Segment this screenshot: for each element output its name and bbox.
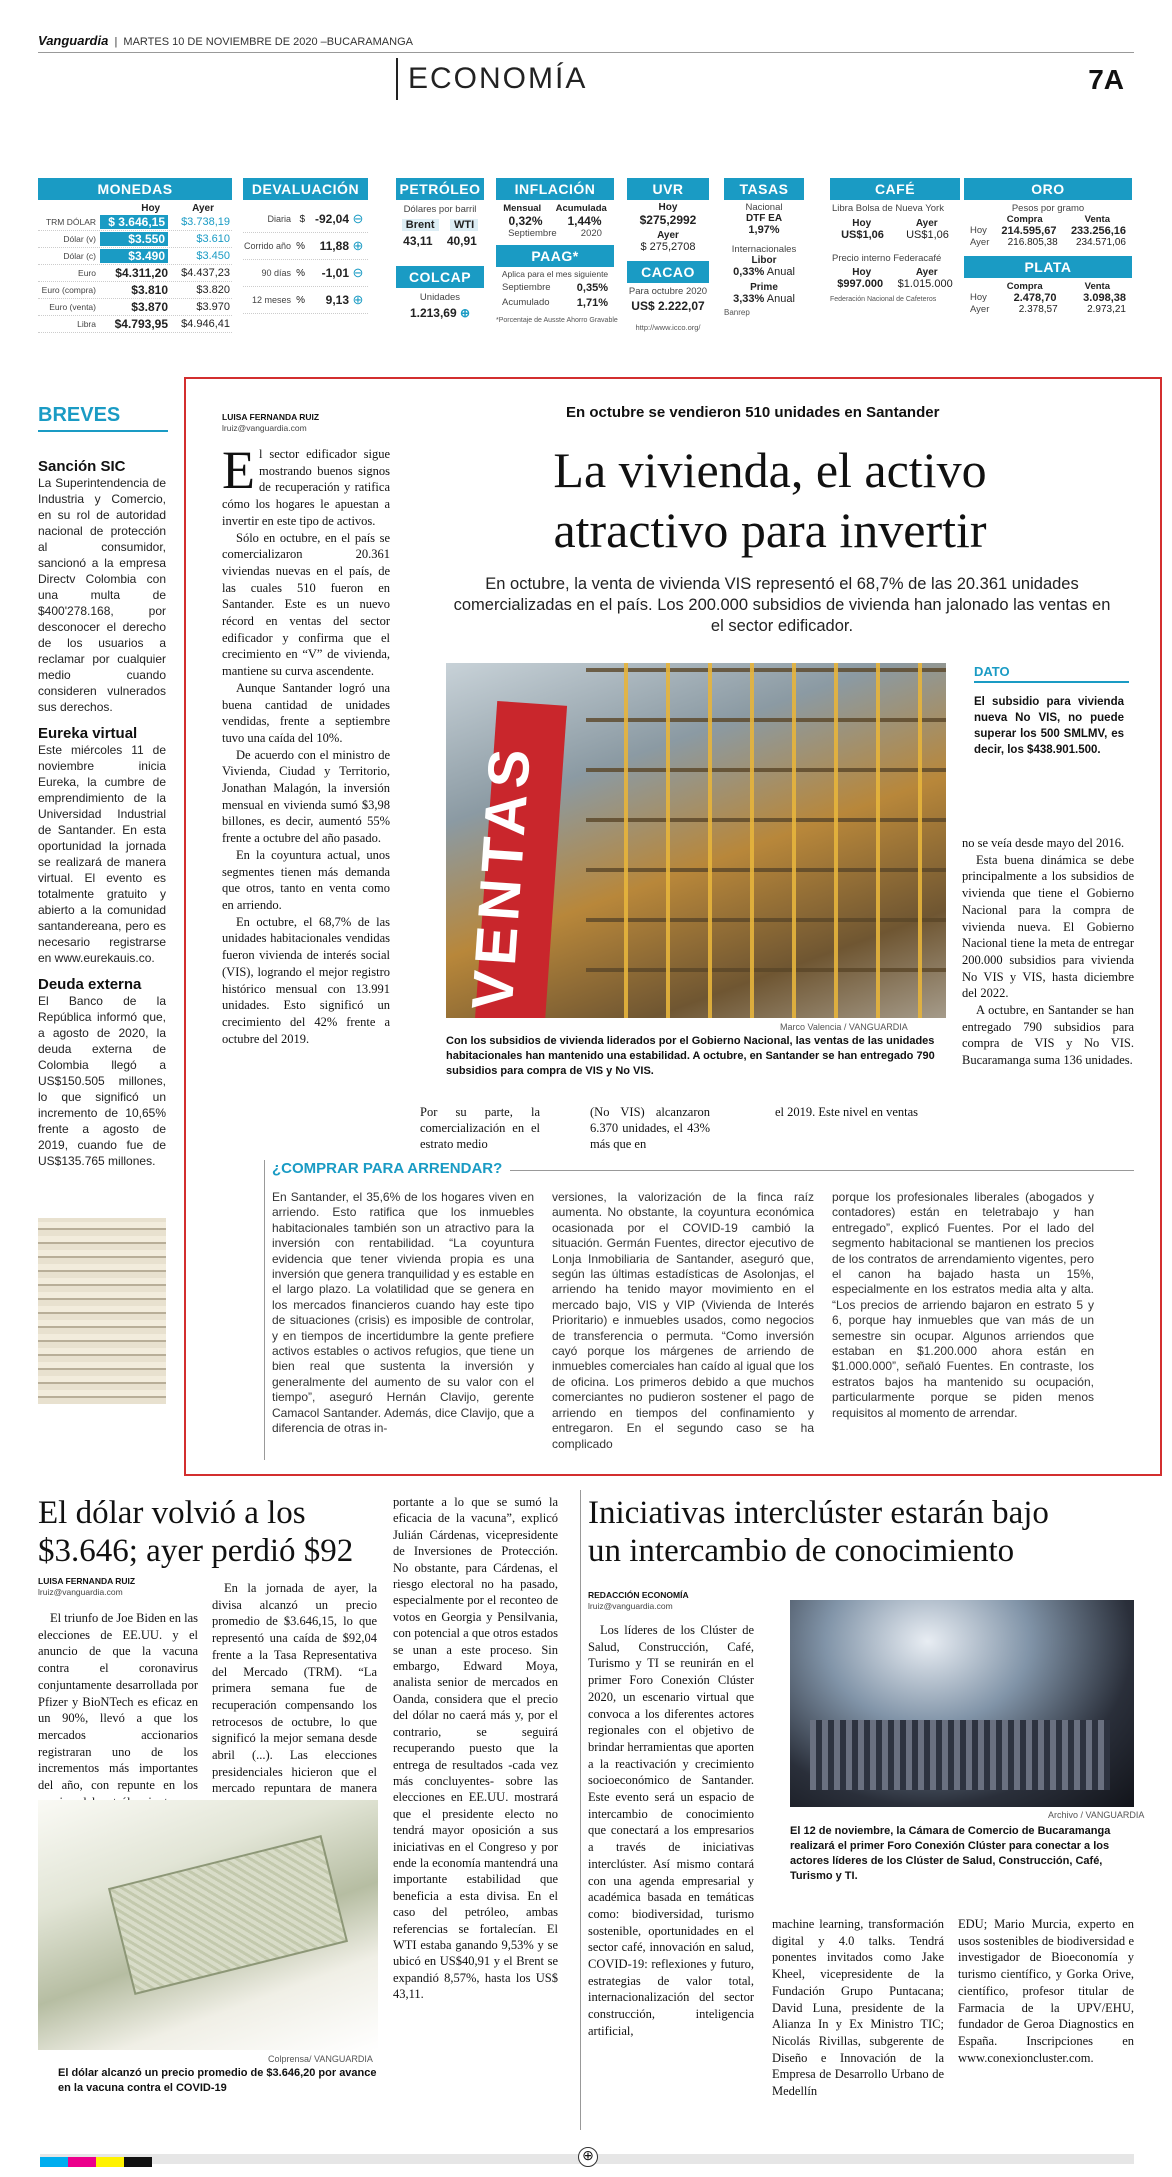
cluster-headline-2: un intercambio de conocimiento xyxy=(588,1533,1015,1569)
money-stack-image xyxy=(38,1218,166,1404)
dolar-headline xyxy=(38,1494,378,1570)
cafe-ayer-label: Ayer xyxy=(915,218,938,229)
paag-header: PAAG* xyxy=(496,245,614,267)
oro-hoy-venta: 233.256,16 xyxy=(1070,225,1126,237)
arrendar-title: ¿COMPRAR PARA ARRENDAR? xyxy=(272,1160,510,1177)
colcap-sub: Unidades xyxy=(419,292,461,303)
construction-photo xyxy=(446,663,946,1018)
dato-text: El subsidio para vivienda nueva No VIS, no puede superar los 500 SMLMV, es decir, los $438.901.500. xyxy=(974,696,1124,756)
colcap-value: 1.213,69 xyxy=(409,306,457,320)
cafe-ayer2: $1.015.000 xyxy=(897,278,953,290)
bill-shape xyxy=(108,1835,348,1995)
prime-label: Prime xyxy=(750,282,778,293)
cluster-credit: Archivo / VANGUARDIA xyxy=(1048,1810,1145,1820)
main-deck: En octubre, la venta de vivienda VIS representó el 68,7% de las 20.361 unidades comercializadas en el país. Los 200.000 subsidios de vivienda han jalonado las ventas en el sector edificador. xyxy=(453,575,1111,635)
paag-r1-label: Septiembre xyxy=(502,282,551,293)
breve-body: La Superintendencia de Industria y Comercio, en su rol de autoridad nacional de protección al consumidor, sancionó a la empresa Directv Colombia con una multa de $400'278.168, por desconocer el derecho de los usuarios a reclamar por cualquier medio cuando consideren vulnerados sus derechos. xyxy=(38,476,166,714)
under-col3: el 2019. Este nivel en ventas xyxy=(775,1105,919,1119)
cluster-col2: machine learning, transformación digital y 4.0 talks. Tendrá ponentes invitados como Jake Kheel, vicepresidente de la Fundación Grupo Puntacana; David Luna, presidente de la Alianza In y Ex Ministro TIC; Nicolás Rivillas, subgerente de Diseño e Innovación de la Empresa de Desarrollo Urbano de Medellín xyxy=(772,1917,944,2099)
inflacion-box xyxy=(496,178,618,324)
dev-value: 11,88 xyxy=(319,239,349,253)
divider xyxy=(264,1160,265,1460)
paragraph: no se veía desde mayo del 2016. xyxy=(962,836,1125,850)
moneda-label: Euro (compra) xyxy=(41,285,96,295)
breve-body: El Banco de la República informó que, a agosto de 2020, la deuda externa de Colombia llegó a US$150.505 millones, lo que significó un incremento de 10,65% frente a agosto de 2019, cuando fue de US$135.765 millones. xyxy=(38,994,166,1168)
plata-hoy-compra: 2.478,70 xyxy=(1013,292,1057,304)
yellow-swatch xyxy=(96,2157,124,2167)
dev-value: 9,13 xyxy=(325,293,349,307)
section-title: ECONOMÍA xyxy=(396,58,587,100)
registration-mark-icon: ⊕ xyxy=(578,2147,598,2167)
arrendar-col1: En Santander, el 35,6% de los hogares viven en arriendo. Esto ratifica que los inmuebles habitacionales también son un atractivo para la inversión con rentabilidad. “La coyuntura evidencia que tener vivienda propia es una inversión que genera tranquilidad y es estable en el largo plazo. La volatilidad que se genera en los mercados financieros cuando hay este tipo de situaciones (crisis) es imposible de controlar, y en tiempos de incertidumbre la gente prefiere activos estables o activos refugios, que tiene un bien real que sustenta la inversión y generalmente del aumento de su valor con el tiempo”, aseguró Hernán Clavijo, gerente Camacol Santander. Además, dice Clavijo, que a diferencia de otras in- xyxy=(272,1190,534,1436)
monedas-header: MONEDAS xyxy=(38,178,232,200)
moneda-hoy: $3.810 xyxy=(131,283,168,297)
moneda-hoy: $ 3.646,15 xyxy=(100,215,168,229)
acumulada-sub: 2020 xyxy=(580,228,602,239)
mensual-label: Mensual xyxy=(503,203,542,214)
plata-venta-label: Venta xyxy=(1084,281,1110,292)
oro-venta-label: Venta xyxy=(1084,214,1110,225)
main-byline: LUISA FERNANDA RUIZ xyxy=(222,412,320,422)
breve-head: Deuda externa xyxy=(38,976,142,993)
dev-label: 12 meses xyxy=(251,295,291,305)
prime-value: 3,33% xyxy=(733,293,765,305)
headline-line2: atractivo para invertir xyxy=(553,502,987,558)
uvr-ayer: $ 275,2708 xyxy=(640,241,696,253)
arrendar-col2: versiones, la valorización de la finca raíz aumenta. No obstante, la coyuntura económica ocasionada por el COVID-19 cambió la situación. Germán Fuentes, director ejecutivo de Lonja Inmobiliaria de Santander, aseguró que, según las últimas estadísticas de Asolonjas, el arriendo ha tenido mayor movimiento en el mercado bajo, VIS y VIP (Vivienda de Interés Prioritario) e inmuebles usados, como negocios de transferencia o permuta. “Como inversión cayó porque los márgenes de arriendo de inmuebles comerciales han caído al igual que los de oficina. Los primeros debido a que muchos comerciantes no pudieron sostener el pago de arriendo en tiempos del confinamiento y entregaron. En el segundo caso se ha complicado xyxy=(552,1190,814,1451)
acumulada-label: Acumulada xyxy=(555,203,607,214)
col-hoy: Hoy xyxy=(141,203,161,214)
libor-unit: Anual xyxy=(766,266,795,278)
cluster-email: lruiz@vanguardia.com xyxy=(588,1601,673,1611)
dolar-col1: El triunfo de Joe Biden en las elecciones de EE.UU. y el anuncio de que la vacuna contra el coronavirus conjuntamente desarrollada por Pfizer y BioNTech es eficaz en un 90%, llevó a que los mercados accionarios registraran uno de los incrementos más importantes del año, con repunte en los xyxy=(38,1611,198,1793)
photo-credit: Marco Valencia / VANGUARDIA xyxy=(780,1022,908,1032)
ventas-banner-text: VENTAS xyxy=(459,741,544,1012)
moneda-label: Euro xyxy=(78,268,96,278)
moneda-ayer: $3.738,19 xyxy=(181,216,230,228)
arrow-up-icon: ⊕ xyxy=(352,238,364,253)
arrow-up-icon: ⊕ xyxy=(352,292,364,307)
headline-line1: La vivienda, el activo xyxy=(553,442,987,498)
moneda-label: Dólar (c) xyxy=(63,251,96,261)
cluster-byline: REDACCIÓN ECONOMÍA xyxy=(588,1590,689,1600)
devaluacion-header: DEVALUACIÓN xyxy=(243,178,368,200)
breves-list xyxy=(38,458,166,1179)
devaluacion-box xyxy=(243,178,368,314)
cafe-hoy2-label: Hoy xyxy=(852,267,872,278)
libor-value: 0,33% xyxy=(733,266,765,278)
oro-ayer-venta: 234.571,06 xyxy=(1075,237,1126,248)
dtf-value: 1,97% xyxy=(748,224,780,236)
monedas-row xyxy=(38,282,232,299)
paag-r2-label: Acumulado xyxy=(502,297,550,308)
tasas-nacional: Nacional xyxy=(745,202,783,213)
oro-sub: Pesos por gramo xyxy=(1011,203,1085,214)
dev-value: -1,01 xyxy=(321,266,349,280)
monedas-box xyxy=(38,178,232,333)
uvr-hoy-label: Hoy xyxy=(658,202,678,213)
cacao-sub: Para octubre 2020 xyxy=(628,286,708,297)
uvr-ayer-label: Ayer xyxy=(657,230,679,241)
devaluacion-row xyxy=(243,233,368,260)
dev-unit: $ xyxy=(299,213,305,225)
breve-item xyxy=(38,458,166,715)
prime-unit: Anual xyxy=(766,293,795,305)
moneda-ayer: $4.437,23 xyxy=(181,267,230,279)
main-col1 xyxy=(222,440,390,1047)
dropcap: E xyxy=(222,440,255,500)
dev-label: Corrido año xyxy=(243,241,291,251)
uvr-box xyxy=(627,178,709,332)
uvr-hoy: $275,2992 xyxy=(639,213,697,227)
plata-hoy-label: Hoy xyxy=(970,292,987,303)
breve-body: Este miércoles 11 de noviembre inicia Eureka, la cumbre de emprendimiento de la Universidad Industrial de Santander. En esta oportunidad la jornada se realizará de manera virtual. El evento es totalmente gratuito y abierto a la comunidad santandereana, pero es necesario registrarse en www.eurekauis.co. xyxy=(38,743,166,965)
main-email: lruiz@vanguardia.com xyxy=(222,423,307,433)
main-kicker: En octubre se vendieron 510 unidades en Santander xyxy=(566,404,940,421)
arrow-up-icon: ⊕ xyxy=(460,306,471,320)
dolar-credit: Colprensa/ VANGUARDIA xyxy=(268,2054,373,2064)
tasas-box xyxy=(724,178,804,317)
paragraph: De acuerdo con el ministro de Vivienda, Ciudad y Territorio, Jonathan Malagón, la inversión mensual en vivienda sumó $3,98 billones, es decir, aumentó 55% frente a octubre del año pasado. xyxy=(222,747,390,846)
inflacion-header: INFLACIÓN xyxy=(496,178,614,200)
dev-unit: % xyxy=(296,240,305,252)
wti-label: WTI xyxy=(450,219,478,231)
paragraph: A octubre, en Santander se han entregado 790 subsidios para compra de VIS y No VIS. Bucaramanga suma 136 unidades. xyxy=(962,1003,1134,1068)
divider xyxy=(38,430,168,432)
paag-r2-value: 1,71% xyxy=(576,297,608,309)
moneda-hoy: $3.490 xyxy=(100,249,168,263)
moneda-label: Euro (venta) xyxy=(49,302,96,312)
cafe-header: CAFÉ xyxy=(830,178,960,200)
dollar-bills-image xyxy=(38,1800,378,2050)
moneda-hoy: $3.550 xyxy=(100,232,168,246)
dev-label: 90 días xyxy=(261,268,291,278)
dateline-bar: Vanguardia | MARTES 10 DE NOVIEMBRE DE 2020 –BUCARAMANGA xyxy=(38,33,413,48)
plata-hoy-venta: 3.098,38 xyxy=(1083,292,1126,304)
cacao-url: http://www.icco.org/ xyxy=(635,323,701,332)
dolar-col2: En la jornada de ayer, la divisa alcanzó un precio promedio de $3.646,15, lo que representó una caída de $92,04 frente a la Tasa Representativa del Mercado (TRM). “La primera semana fue de recuperación compensando los retrocesos de octubre, lo que significó la mejor semana desde abril (...). Las elecciones presidenciales hicieron que el mercado repuntara de manera xyxy=(212,1581,377,1796)
tasas-source: Banrep xyxy=(724,308,750,317)
monedas-row xyxy=(38,248,232,265)
cluster-caption: El 12 de noviembre, la Cámara de Comercio de Bucaramanga realizará el primer Foro Conexión Clúster para conectar a los actores líderes de los Clúster de Salud, Construcción, Café, Turismo y TI. xyxy=(790,1825,1111,1882)
dev-unit: % xyxy=(296,294,305,306)
paragraph: En octubre, el 68,7% de las unidades habitacionales vendidas fueron vivienda de interés social (VIS), logrando el mejor registro histórico mensual con 13.991 unidades. Esto significó un crecimiento del 42% frente a octubre del 2019. xyxy=(222,914,390,1046)
moneda-label: Dólar (v) xyxy=(63,234,96,244)
arrow-down-icon: ⊖ xyxy=(352,211,364,226)
divider xyxy=(38,52,1134,53)
cluster-headline-1: Iniciativas interclúster estarán bajo xyxy=(588,1495,1049,1531)
page-number: 7A xyxy=(1088,64,1124,95)
moneda-hoy: $4.793,95 xyxy=(114,317,168,331)
breve-head: Sanción SIC xyxy=(38,458,126,475)
moneda-hoy: $3.870 xyxy=(131,300,168,314)
moneda-ayer: $3.820 xyxy=(196,284,230,296)
breve-item xyxy=(38,725,166,966)
cluster-col1: Los líderes de los Clúster de Salud, Construcción, Café, Turismo y TI se reunirán en el primer Foro Conexión Clúster 2020, un escenario virtual que convoca a los diferentes actores regionales con el objetivo de brindar herramientas que aporten a la reactivación y crecimiento socioeconómico de Santander. Este evento será un espacio de intercambio de conocimiento que conectará a los empresarios a través de iniciativas interclúster. Así mismo contará con una agenda empresarial y académica basada en temáticas como: biodiversidad, turismo sostenible, oportunidades en el sector café, innovación en salud, COVID-19: reflexiones y futuro, estrategias de valor total, internacionalización del sector construcción, inteligencia artificial, xyxy=(588,1623,754,2038)
plata-header: PLATA xyxy=(964,256,1132,278)
tasas-header: TASAS xyxy=(724,178,804,200)
paragraph: l sector edificador sigue mostrando buenos signos de recuperación y ratifica cómo los hogares le apuestan a invertir en este tipo de activos. xyxy=(222,447,390,528)
cafe-hoy2: $997.000 xyxy=(837,278,884,290)
forum-photo xyxy=(790,1600,1134,1807)
dtf-label: DTF EA xyxy=(745,213,783,224)
wti-value: 40,91 xyxy=(446,234,477,248)
oro-ayer-label: Ayer xyxy=(970,237,990,248)
dato-title: DATO xyxy=(974,664,1129,683)
oro-hoy-compra: 214.595,67 xyxy=(1001,225,1057,237)
under-col2: (No VIS) alcanzaron 6.370 unidades, el 43% más que en xyxy=(590,1105,710,1151)
col-ayer: Ayer xyxy=(192,203,214,214)
arrow-down-icon: ⊖ xyxy=(352,265,364,280)
oro-ayer-compra: 216.805,38 xyxy=(1007,237,1058,248)
paragraph: Sólo en octubre, en el país se comercializaron 20.361 viviendas nuevas en el país, de las cuales 510 fueron en Santander. Este es un nuevo récord en ventas del sector edificador y confirma que el crecimiento en “V” de vivienda, mantiene su curva ascendente. xyxy=(222,530,390,679)
brand-logo: Vanguardia xyxy=(38,33,109,48)
petroleo-box xyxy=(396,178,484,320)
oro-box xyxy=(964,178,1132,315)
plata-ayer-label: Ayer xyxy=(970,304,990,315)
main-col4 xyxy=(962,835,1134,1069)
cluster-col3: EDU; Mario Murcia, experto en usos sostenibles de biodiversidad e investigador de Bioeconomía y turismo científico, y Gorka Orive, científico, profesor titular de Farmacia de la UPV/EHU, fundador de Geroa Diagnostics en España. Inscripciones en www.conexioncluster.com. xyxy=(958,1917,1134,2065)
devaluacion-row xyxy=(243,206,368,233)
moneda-label: TRM DÓLAR xyxy=(45,217,96,227)
cafe-ayer2-label: Ayer xyxy=(915,267,938,278)
black-swatch xyxy=(124,2157,152,2167)
devaluacion-row xyxy=(243,260,368,287)
moneda-hoy: $4.311,20 xyxy=(115,266,168,280)
dolar-email: lruiz@vanguardia.com xyxy=(38,1587,123,1597)
paag-note: *Porcentaje de Ausste Ahorro Gravable xyxy=(496,317,618,324)
mensual-sub: Septiembre xyxy=(508,228,557,239)
dev-value: -92,04 xyxy=(314,212,349,226)
dolar-caption: El dólar alcanzó un precio promedio de $3.646,20 por avance en la vacuna contra el COVID-19 xyxy=(58,2067,377,2094)
cafe-hoy-label: Hoy xyxy=(852,218,872,229)
paag-sub: Aplica para el mes siguiente xyxy=(501,269,609,279)
cacao-value: US$ 2.222,07 xyxy=(631,299,705,313)
devaluacion-row xyxy=(243,287,368,314)
audience xyxy=(810,1720,1110,1790)
brent-label: Brent xyxy=(402,219,439,231)
cafe-box xyxy=(830,178,960,303)
cafe-source: Federación Nacional de Cafeteros xyxy=(830,296,937,303)
cafe-ayer: US$1,06 xyxy=(906,229,949,241)
magenta-swatch xyxy=(68,2157,96,2167)
moneda-ayer: $3.970 xyxy=(196,301,230,313)
photo-caption: Con los subsidios de vivienda liderados por el Gobierno Nacional, las ventas de las unidades habitacionales han mantenido una estabilidad. A octubre, en Santander se han entregado 790 subsidios para compra de VIS y No VIS. xyxy=(446,1035,935,1077)
dateline: MARTES 10 DE NOVIEMBRE DE 2020 –BUCARAMANGA xyxy=(123,36,413,48)
under-col1: Por su parte, la comercialización en el estrato medio xyxy=(420,1105,540,1151)
oro-hoy-label: Hoy xyxy=(970,225,987,236)
acumulada-value: 1,44% xyxy=(567,214,602,228)
plata-ayer-compra: 2.378,57 xyxy=(1018,304,1058,315)
dolar-col3: portante a lo que se sumó la eficacia de la vacuna”, explicó Julián Cárdenas, vicepresidente de Inversiones de Protección. No obstante, para Cárdenas, el riesgo electoral no ha pasado, especialmente por el reconteo de votos en Georgia y Pensilvania, con potencial a que otros estados se unan a este proceso. Sin embargo, Edward Moya, analista senior de mercados en Oanda, considera que el precio del dólar no caerá más y, por el contrario, se seguirá recuperando puesto que la entrega de resultados -cada vez más concluyentes- sobre las elecciones en EE.UU. mostrará que el presidente electo no tendrá mayor oposición a sus iniciativas en el Congreso y por ende la economía mantendrá una importante estabilidad que beneficia a esta divisa. En el caso del petróleo, ambas referencias se fortalecían. El WTI estaba ganando 9,53% y se ubicó en US$40,91 y el Brent se expandió 8,57%, hasta los US$ 43,11. xyxy=(393,1495,558,2002)
main-headline xyxy=(430,440,1110,560)
divider xyxy=(580,1490,581,2130)
scaffolding xyxy=(586,663,946,1018)
petroleo-sub: Dólares por barril xyxy=(403,204,477,215)
breves-title: BREVES xyxy=(38,404,121,426)
oro-compra-label: Compra xyxy=(1006,214,1043,225)
dolar-headline-1: El dólar volvió a los xyxy=(38,1495,306,1531)
brent-value: 43,11 xyxy=(403,234,433,248)
tasas-internacionales: Internacionales xyxy=(731,244,797,255)
plata-compra-label: Compra xyxy=(1006,281,1043,292)
moneda-ayer: $4.946,41 xyxy=(181,318,230,330)
cafe-sub2: Precio interno Federacafé xyxy=(832,253,942,264)
petroleo-header: PETRÓLEO xyxy=(396,178,484,200)
breve-head: Eureka virtual xyxy=(38,725,138,742)
moneda-ayer: $3.450 xyxy=(196,250,230,262)
arrendar-col3: porque los profesionales liberales (abogados y contadores) están en teletrabajo y han entregado”, explicó Fuentes. Por el lado del segmento habitacional se mantienen los precios de los contratos de arrendamiento vigentes, pero el canon ha bajado hasta un 15%, especialmente en los estratos media alta y alta. “Los precios de arriendo bajaron en estrato 5 y 6, porque hay inmuebles que van más de un semestre sin ocupar. Algunos arriendos que estaban en $1.200.000 ahora están en $1.000.000”, señaló Fuentes. En contraste, los estratos bajos ha mantenido su ocupación, particularmente porque se piden menos requisitos al momento de arrendar. xyxy=(832,1190,1094,1420)
plata-ayer-venta: 2.973,21 xyxy=(1087,304,1126,315)
moneda-label: Libra xyxy=(77,319,96,329)
breve-item xyxy=(38,976,166,1169)
dev-unit: % xyxy=(296,267,305,279)
oro-header: ORO xyxy=(964,178,1132,200)
monedas-row xyxy=(38,316,232,333)
uvr-header: UVR xyxy=(627,178,709,200)
monedas-row xyxy=(38,231,232,248)
colcap-header: COLCAP xyxy=(396,266,484,288)
paag-r1-value: 0,35% xyxy=(576,282,608,294)
moneda-ayer: $3.610 xyxy=(196,233,230,245)
mensual-value: 0,32% xyxy=(508,214,543,228)
cyan-swatch xyxy=(40,2157,68,2167)
libor-label: Libor xyxy=(751,255,777,266)
cafe-sub1: Libra Bolsa de Nueva York xyxy=(832,203,944,214)
cacao-header: CACAO xyxy=(627,261,709,283)
dev-label: Diaria xyxy=(267,214,291,224)
cafe-hoy: US$1,06 xyxy=(841,229,884,241)
dolar-byline: LUISA FERNANDA RUIZ xyxy=(38,1576,136,1586)
monedas-row xyxy=(38,265,232,282)
dolar-headline-2: $3.646; ayer perdió $92 xyxy=(38,1533,354,1569)
paragraph: Esta buena dinámica se debe principalmente a los subsidios de vivienda que tiene el Gobierno Nacional para la compra de vivienda nueva. El Gobierno Nacional tiene la meta de entregar 200.000 subsidios para vivienda No VIS y VIS, hasta diciembre del 2022. xyxy=(962,852,1134,1001)
cluster-headline xyxy=(588,1494,1134,1570)
paragraph: En la coyuntura actual, unos segmentes tienen más demanda que otros, tanto en venta como en arriendo. xyxy=(222,847,390,912)
paragraph: Aunque Santander logró una buena cantidad de unidades vendidas, frente a septiembre tuvo una caída del 10%. xyxy=(222,680,390,745)
monedas-row xyxy=(38,299,232,316)
monedas-row xyxy=(38,214,232,231)
